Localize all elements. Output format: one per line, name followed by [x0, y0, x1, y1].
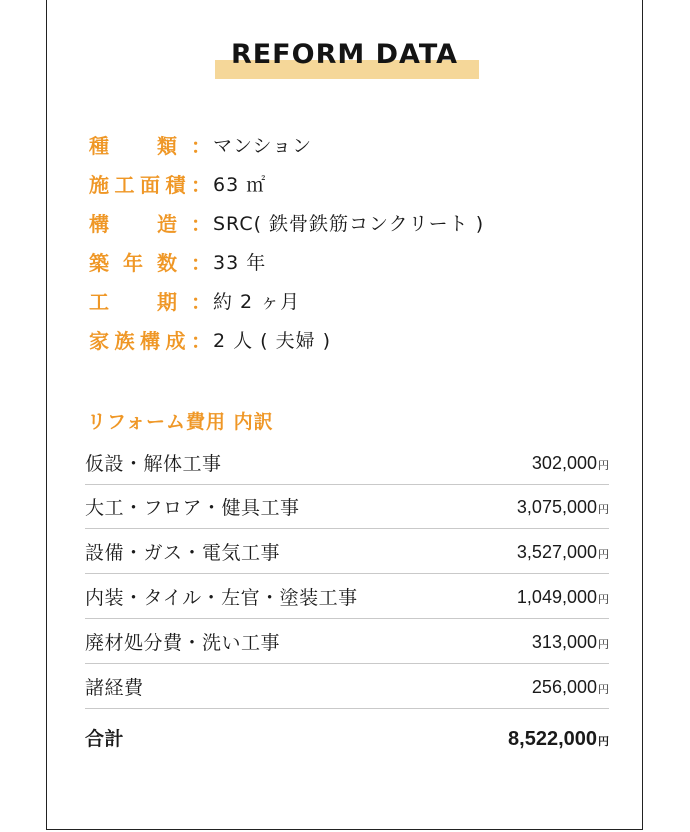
cost-amount	[517, 587, 609, 608]
cost-name: 仮設・解体工事	[85, 453, 222, 475]
cost-breakdown-heading: リフォーム費用 内訳	[87, 411, 274, 433]
yen-unit: 円	[598, 639, 609, 651]
yen-unit: 円	[598, 736, 609, 748]
spec-row-family	[89, 325, 331, 353]
spec-label-space	[123, 208, 143, 237]
spec-row-age	[89, 247, 266, 275]
cost-amount	[517, 542, 609, 563]
cost-amount	[532, 632, 609, 653]
spec-value: SRC( 鉄骨鉄筋コンクリート )	[213, 212, 485, 235]
spec-label-char: 族	[114, 328, 135, 353]
yen-unit: 円	[598, 594, 609, 606]
spec-label-space	[123, 286, 143, 315]
total-row	[85, 716, 609, 760]
spec-label-char: 造	[157, 211, 177, 236]
spec-row-structure	[89, 208, 484, 236]
spec-label	[89, 286, 211, 315]
spec-value: 63 ㎡	[213, 173, 267, 196]
spec-label-char: 種	[89, 133, 109, 158]
spec-value: 約 2 ヶ月	[213, 290, 301, 313]
cost-row	[85, 620, 609, 664]
total-amount	[508, 728, 609, 751]
reform-data-card	[46, 0, 643, 830]
spec-label	[89, 325, 211, 354]
title-wrap	[47, 36, 642, 74]
spec-value: マンション	[213, 134, 313, 157]
spec-row-area	[89, 169, 266, 197]
cost-amount	[532, 453, 609, 474]
total-amount-value: 8,522,000	[508, 728, 597, 750]
spec-row-type	[89, 130, 312, 158]
spec-label-char: 数	[157, 250, 177, 275]
cost-row	[85, 485, 609, 529]
spec-label-colon: ：	[191, 289, 211, 314]
spec-value: 2 人 ( 夫婦 )	[213, 329, 332, 352]
spec-value: 33 年	[213, 251, 267, 274]
cost-amount-value: 256,000	[531, 677, 597, 697]
spec-label-colon: ：	[191, 211, 211, 236]
spec-label-char: 施	[89, 172, 109, 197]
spec-label-space	[123, 130, 143, 159]
spec-label	[89, 130, 211, 159]
cost-row	[85, 530, 609, 574]
spec-label-char: 構	[89, 211, 109, 236]
spec-label-char: 年	[123, 250, 143, 275]
spec-label-colon: ：	[191, 133, 211, 158]
cost-name: 大工・フロア・健具工事	[85, 497, 300, 519]
total-label: 合計	[85, 728, 125, 750]
yen-unit: 円	[598, 460, 609, 472]
cost-amount-value: 302,000	[531, 453, 597, 473]
cost-amount-value: 1,049,000	[516, 587, 597, 607]
spec-label-char: 面	[140, 172, 160, 197]
spec-label-colon: ：	[191, 172, 211, 197]
spec-label-char: 家	[89, 328, 109, 353]
cost-name: 廃材処分費・洗い工事	[85, 632, 281, 654]
cost-row	[85, 665, 609, 709]
spec-label-colon: ：	[191, 328, 211, 353]
spec-label	[89, 247, 211, 276]
page-title: REFORM DATA	[230, 39, 459, 70]
cost-amount	[532, 677, 609, 698]
yen-unit: 円	[598, 549, 609, 561]
cost-amount-value: 3,075,000	[516, 497, 597, 517]
spec-label	[89, 169, 211, 198]
yen-unit: 円	[598, 684, 609, 696]
spec-label-char: 類	[157, 133, 177, 158]
spec-label-char: 工	[89, 289, 109, 314]
cost-amount-value: 3,527,000	[516, 542, 597, 562]
yen-unit: 円	[598, 504, 609, 516]
spec-label-char: 築	[89, 250, 109, 275]
spec-label	[89, 208, 211, 237]
spec-label-char: 成	[165, 328, 186, 353]
spec-row-duration	[89, 286, 300, 314]
cost-amount-value: 313,000	[531, 632, 597, 652]
spec-label-colon: ：	[191, 250, 211, 275]
cost-name: 設備・ガス・電気工事	[85, 542, 281, 564]
spec-label-char: 積	[165, 172, 186, 197]
cost-row	[85, 575, 609, 619]
spec-label-char: 工	[114, 172, 135, 197]
cost-row	[85, 441, 609, 485]
spec-label-char: 期	[157, 289, 177, 314]
spec-label-char: 構	[140, 328, 160, 353]
cost-name: 諸経費	[85, 677, 144, 699]
cost-amount	[517, 497, 609, 518]
cost-name: 内装・タイル・左官・塗装工事	[85, 587, 358, 609]
